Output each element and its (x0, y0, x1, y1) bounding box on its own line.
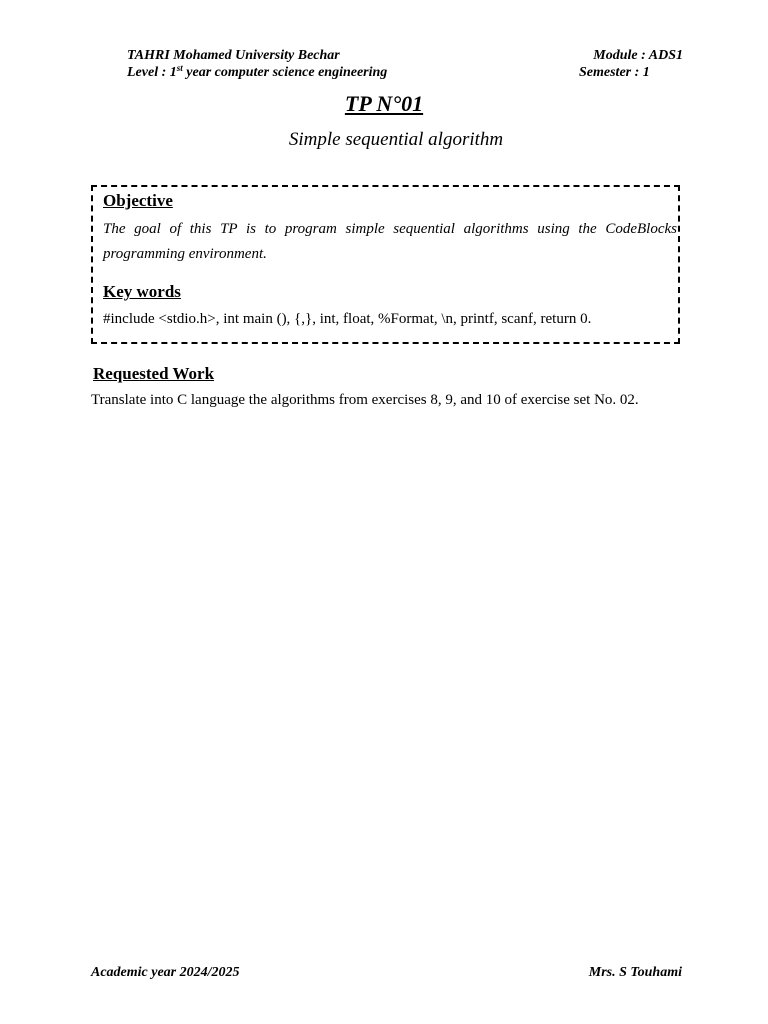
level-superscript: st (176, 63, 183, 73)
keywords-heading: Key words (103, 282, 181, 301)
author-name: Mrs. S Touhami (588, 965, 682, 980)
module-label: Module : ADS1 (593, 48, 683, 63)
page-subtitle: Simple sequential algorithm (288, 129, 504, 150)
level-label (127, 63, 388, 80)
keywords-text: #include <stdio.h>, int main (), {,}, int, float, %Format, \n, printf, scanf, return 0. (103, 311, 592, 327)
requested-work-text: Translate into C language the algorithms from exercises 8, 9, and 10 of exercise set No. 02. (91, 392, 639, 408)
level-prefix: Level : 1 (127, 65, 177, 80)
page-title: TP N°01 (344, 91, 424, 116)
semester-label: Semester : 1 (579, 65, 650, 80)
objective-heading: Objective (103, 191, 173, 210)
level-suffix: year computer science engineering (182, 65, 388, 80)
objective-text: The goal of this TP is to program simple sequential algorithms using the CodeBlocks programming environment. (103, 221, 677, 262)
academic-year: Academic year 2024/2025 (91, 965, 240, 980)
requested-work-heading: Requested Work (93, 364, 215, 383)
objective-box (91, 185, 680, 344)
university-name: TAHRI Mohamed University Bechar (127, 48, 340, 63)
